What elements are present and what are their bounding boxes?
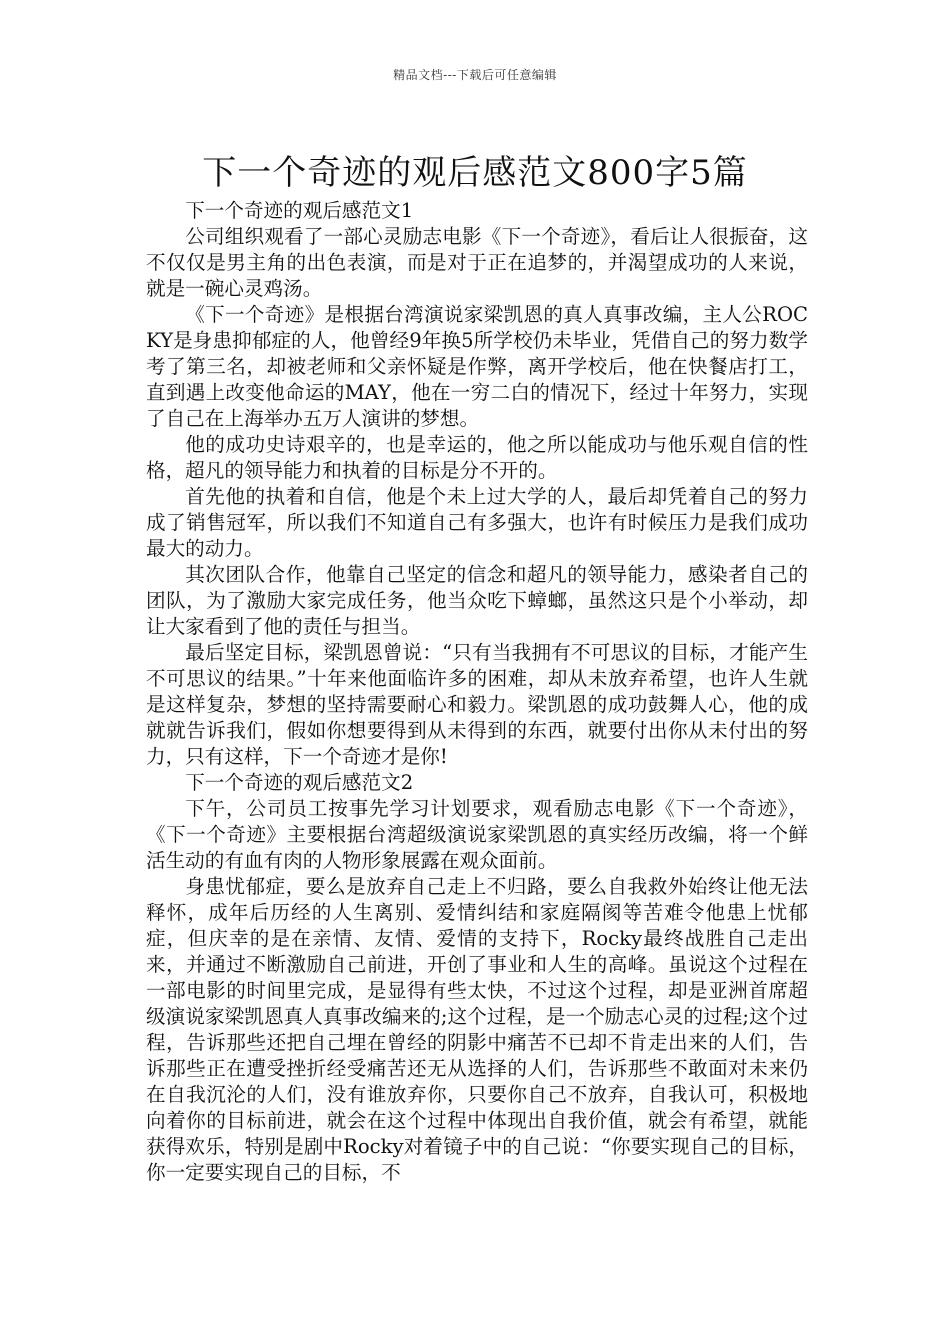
paragraph: 《下一个奇迹》是根据台湾演说家梁凯恩的真人真事改编，主人公ROCKY是身患抑郁症的人，他曾经9年换5所学校仍未毕业，凭借自己的努力数学考了第三名，却被老师和父亲怀疑是作弊，离开学校后，他在快餐店打工，直到遇上改变他命运的MAY，他在一穷二白的情况下，经过十年努力，实现了自己在上海举办五万人演讲的梦想。 <box>146 303 808 430</box>
paragraph: 他的成功史诗艰辛的，也是幸运的，他之所以能成功与他乐观自信的性格，超凡的领导能力和执着的目标是分不开的。 <box>146 433 808 482</box>
document-title: 下一个奇迹的观后感范文800字5篇 <box>202 152 748 193</box>
section-2 <box>146 770 808 1186</box>
section-heading: 下一个奇迹的观后感范文1 <box>185 199 414 222</box>
paragraph: 其次团队合作，他靠自己坚定的信念和超凡的领导能力，感染者自己的团队，为了激励大家完成任务，他当众吃下蟑螂，虽然这只是个小举动，却让大家看到了他的责任与担当。 <box>146 563 808 638</box>
paragraph: 下午，公司员工按事先学习计划要求，观看励志电影《下一个奇迹》，《下一个奇迹》主要根据台湾超级演说家梁凯恩的真实经历改编，将一个鲜活生动的有血有肉的人物形象展露在观众面前。 <box>146 797 808 872</box>
document-body <box>146 198 808 1186</box>
paragraph: 最后坚定目标，梁凯恩曾说：“只有当我拥有不可思议的目标，才能产生不可思议的结果。”十年来他面临许多的困难，却从未放弃希望，也许人生就是这样复杂，梦想的坚持需要耐心和毅力。梁凯恩的成功鼓舞人心，他的成就就告诉我们，假如你想要得到从未得到的东西，就要付出你从未付出的努力，只有这样，下一个奇迹才是你! <box>146 641 808 768</box>
section-heading: 下一个奇迹的观后感范文2 <box>185 771 414 794</box>
paragraph: 公司组织观看了一部心灵励志电影《下一个奇迹》，看后让人很振奋，这不仅仅是男主角的出色表演，而是对于正在追梦的，并渴望成功的人来说，就是一碗心灵鸡汤。 <box>146 225 808 300</box>
paragraph: 首先他的执着和自信，他是个未上过大学的人，最后却凭着自己的努力成了销售冠军，所以我们不知道自己有多强大，也许有时候压力是我们成功最大的动力。 <box>146 485 808 560</box>
paragraph: 身患忧郁症，要么是放弃自己走上不归路，要么自我救外始终让他无法释怀，成年后历经的人生离别、爱情纠结和家庭隔阂等苦难令他患上忧郁症，但庆幸的是在亲情、友情、爱情的支持下，Rocky最终战胜自己走出来，并通过不断激励自己前进，开创了事业和人生的高峰。虽说这个过程在一部电影的时间里完成，是显得有些太快，不过这个过程，却是亚洲首席超级演说家梁凯恩真人真事改编来的;这个过程，是一个励志心灵的过程;这个过程，告诉那些还把自己埋在曾经的阴影中痛苦不已却不肯走出来的人们，告诉那些正在遭受挫折经受痛苦还无从选择的人们，告诉那些不敢面对未来仍在自我沉沦的人们，没有谁放弃你，只要你自己不放弃，自我认可，积极地向着你的目标前进，就会在这个过程中体现出自我价值，就会有希望，就能获得欢乐，特别是剧中Rocky对着镜子中的自己说：“你要实现自己的目标，你一定要实现自己的目标，不 <box>146 875 808 1184</box>
page-header: 精品文档---下载后可任意编辑 <box>393 68 557 82</box>
section-1 <box>146 198 808 770</box>
